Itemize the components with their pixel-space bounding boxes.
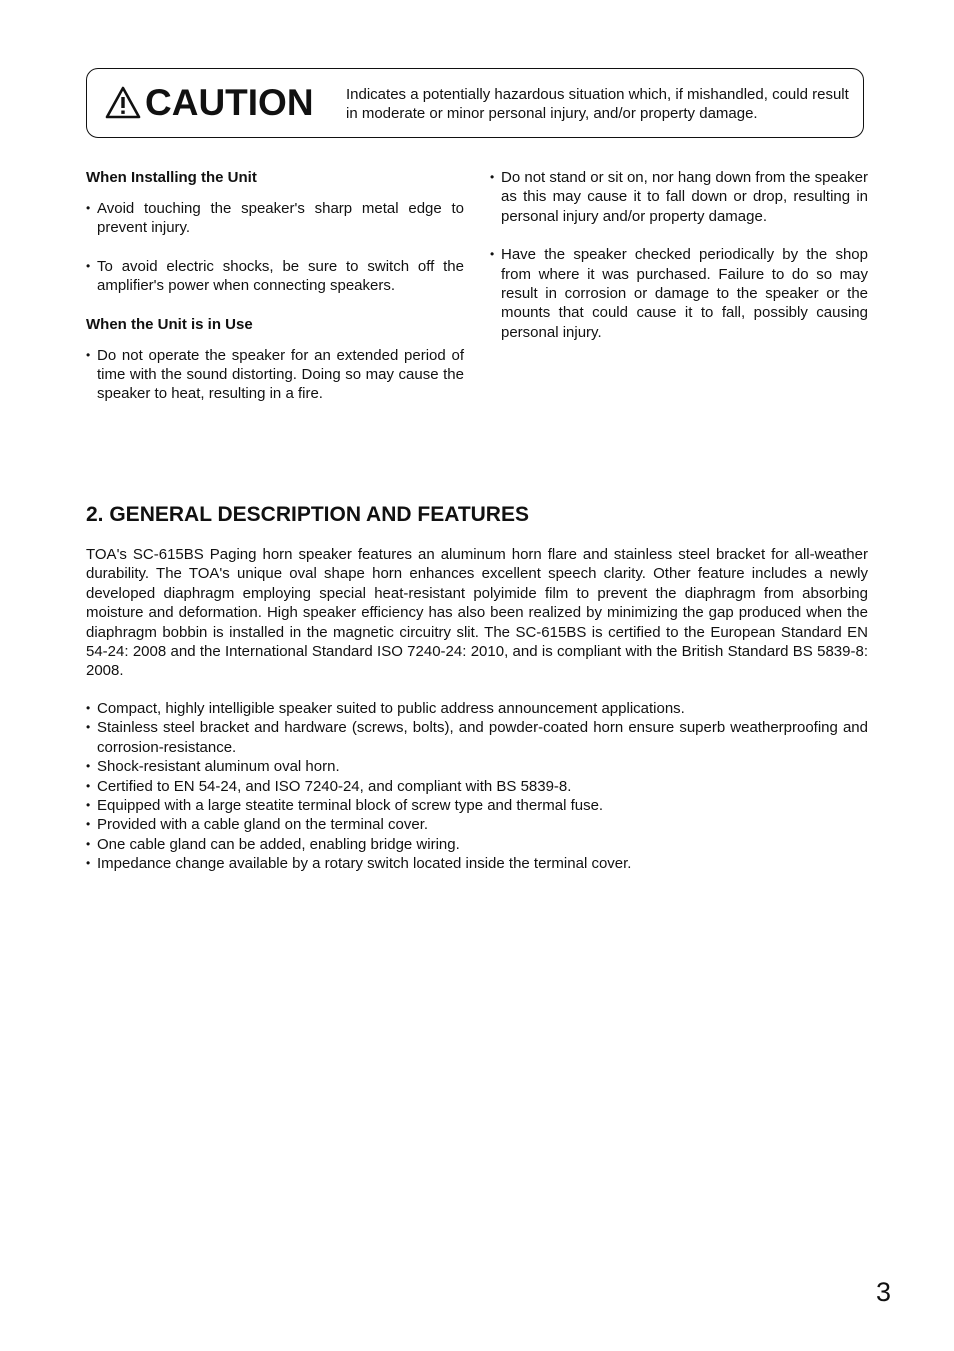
list-item: • Equipped with a large steatite terminal block of screw type and thermal fuse.: [86, 796, 868, 815]
list-item: • Avoid touching the speaker's sharp metal edge to prevent injury.: [86, 199, 464, 238]
section-title: 2. GENERAL DESCRIPTION AND FEATURES: [86, 503, 529, 526]
list-item: • To avoid electric shocks, be sure to switch off the amplifier's power when connecting speakers.: [86, 257, 464, 296]
features-block: [86, 699, 868, 874]
list-item: • Do not operate the speaker for an extended period of time with the sound distorting. Doing so may cause the speaker to heat, resulting in a fire.: [86, 346, 464, 404]
warning-triangle-icon: [105, 86, 141, 120]
in-use-list: [86, 346, 464, 404]
page-number: 3: [876, 1277, 892, 1307]
list-item: • Do not stand or sit on, nor hang down from the speaker as this may cause it to fall down or drop, resulting in personal injury and/or property damage.: [490, 168, 868, 226]
description-paragraph: TOA's SC-615BS Paging horn speaker features an aluminum horn flare and stainless steel bracket for all-weather durability. The TOA's unique oval shape horn enhances excellent speech clarity. Other feature includes a newly developed diaphragm employing special heat-resistant polyimide film to prevent the diaphragm from absorbing moisture and deformation. High speaker efficiency has also been realized by minimizing the gap produced when the diaphragm bobbin is installed in the magnetic circuitry slit. The SC-615BS is certified to the European Standard EN 54-24: 2008 and the International Standard ISO 7240-24: 2010, and is compliant with the British Standard BS 5839-8: 2008.: [86, 546, 868, 680]
in-use-heading: When the Unit is in Use: [86, 315, 253, 333]
list-item: • One cable gland can be added, enabling bridge wiring.: [86, 835, 868, 854]
list-item: • Certified to EN 54-24, and ISO 7240-24, and compliant with BS 5839-8.: [86, 777, 868, 796]
left-column: [86, 168, 464, 423]
caution-title: CAUTION: [145, 82, 314, 123]
list-item: • Provided with a cable gland on the terminal cover.: [86, 815, 868, 834]
installing-heading: When Installing the Unit: [86, 169, 257, 186]
list-item: • Stainless steel bracket and hardware (screws, bolts), and powder-coated horn ensure superb weatherproofing and corrosion-resistance.: [86, 718, 868, 757]
list-item: • Have the speaker checked periodically by the shop from where it was purchased. Failure to do so may result in corrosion or damage to the speaker or the mounts that could cause it to fall, possibly causing personal injury.: [490, 245, 868, 342]
list-item: • Shock-resistant aluminum oval horn.: [86, 757, 868, 776]
installing-list: [86, 199, 464, 296]
features-list: [86, 699, 868, 874]
list-item: • Compact, highly intelligible speaker suited to public address announcement applications.: [86, 699, 868, 718]
right-column: [490, 168, 868, 361]
list-item: • Impedance change available by a rotary switch located inside the terminal cover.: [86, 854, 868, 873]
caution-heading: [105, 83, 314, 123]
caution-description: Indicates a potentially hazardous situation which, if mishandled, could result in moderate or minor personal injury, and/or property damage.: [346, 86, 849, 122]
caution-box: [86, 68, 864, 138]
in-use-list-continued: [490, 168, 868, 342]
